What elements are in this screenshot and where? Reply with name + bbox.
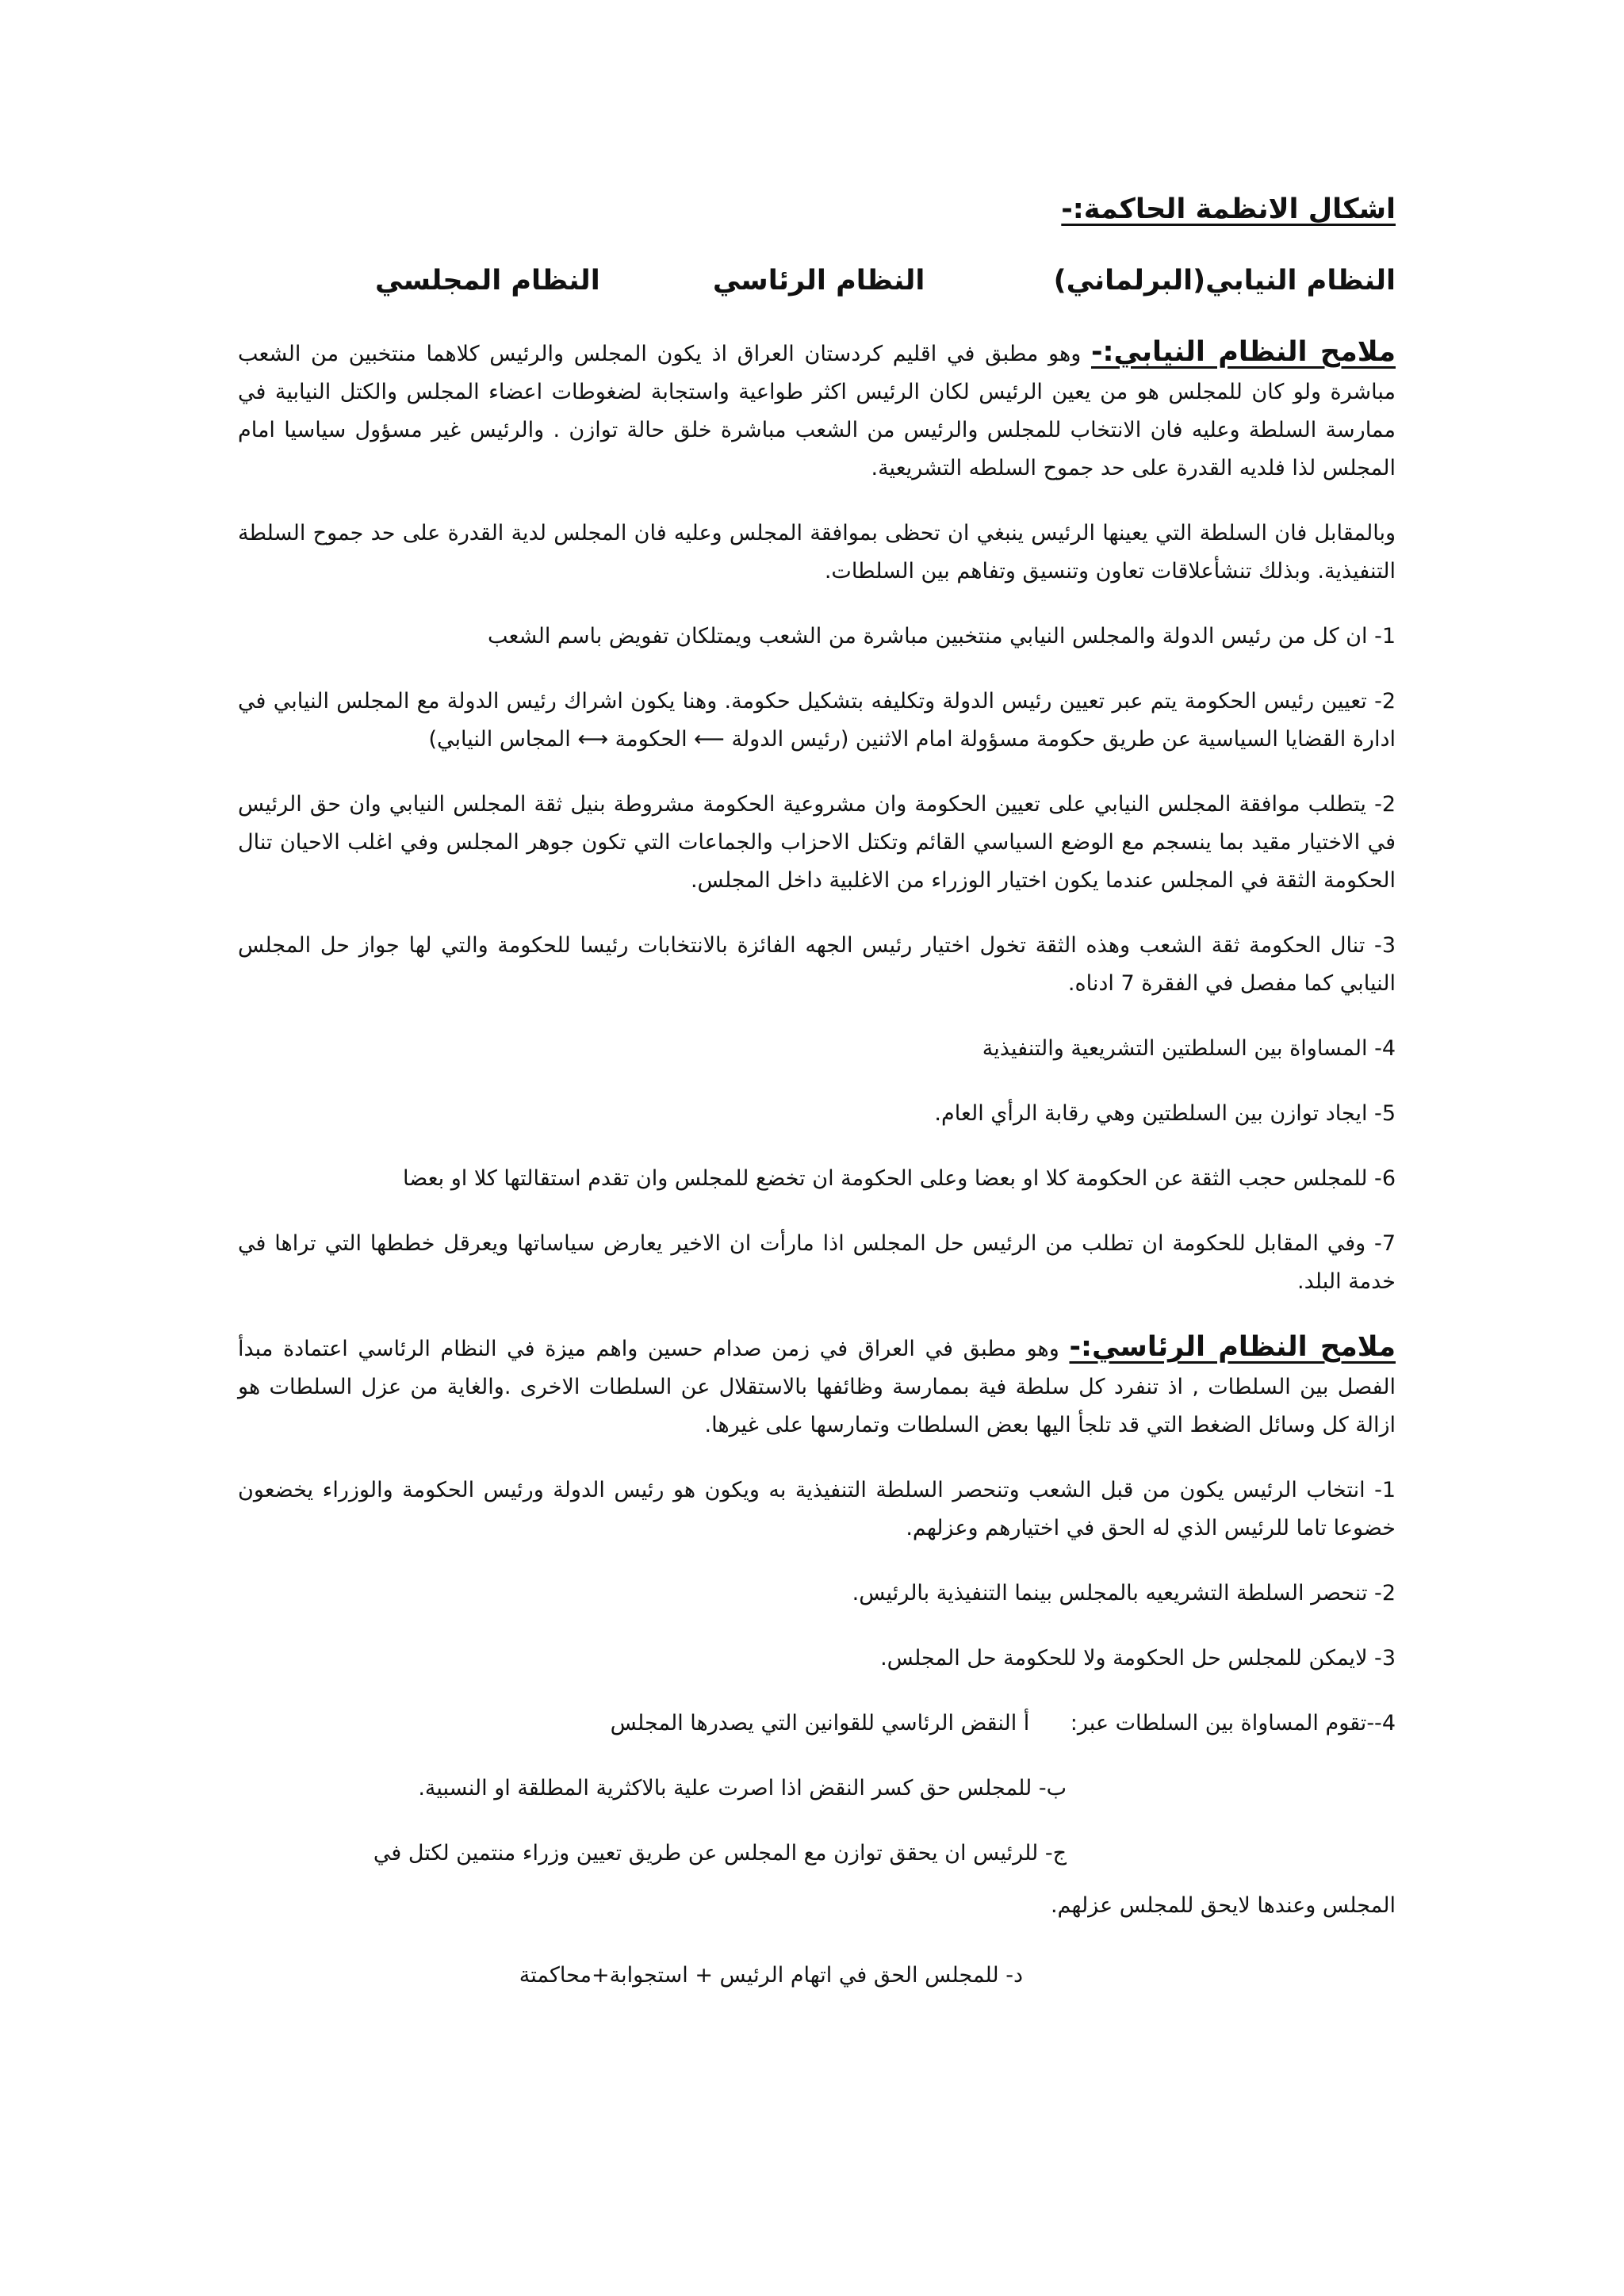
document-title: اشكال الانظمة الحاكمة:-	[1061, 193, 1396, 225]
parliamentary-item-1: 1- ان كل من رئيس الدولة والمجلس النيابي منتخبين مباشرة من الشعب ويمتلكان تفويض باسم الشعب	[487, 624, 1396, 649]
presidential-item-4	[238, 1705, 1396, 1743]
parliamentary-item-2: 2- تعيين رئيس الحكومة يتم عبر تعيين رئيس الدولة وتكليفه بتشكيل حكومة. وهنا يكون اشراك رئيس الدولة مع المجلس النيابي في ادارة القضايا السياسية عن طريق حكومة مسؤولة امام الاثنين (رئيس الدولة ⟵ الحكومة ⟷ المجاس النيابي)	[238, 689, 1396, 752]
parliamentary-item-7: 7- وفي المقابل للحكومة ان تطلب من الرئيس حل المجلس اذا مارأت ان الاخير يعارض سياساتها ويعرقل خططها التي تراها في خدمة البلد.	[238, 1231, 1396, 1294]
type-parliamentary: النظام النيابي(البرلماني)	[1053, 265, 1396, 297]
presidential-intro-paragraph	[238, 1328, 1396, 1445]
document-page	[238, 190, 1396, 2022]
type-assembly: النظام المجلسي	[375, 265, 600, 297]
presidential-item-4-d: د- للمجلس الحق في اتهام الرئيس + استجوابة+محاكمتة	[519, 1963, 1023, 1988]
parliamentary-item-2b: 2- يتطلب موافقة المجلس النيابي على تعيين الحكومة وان مشروعية الحكومة مشروطة بنيل ثقة المجلس النيابي وان حق الرئيس في الاختيار مقيد بما ينسجم مع الوضع السياسي القائم وتكتل الاحزاب والجماعات التي تكون جوهر المجلس وفي اغلب الاحيان تنال الحكومة الثقة في المجلس عندما يكون اختيار الوزراء من الاغلبية داخل المجلس.	[238, 792, 1396, 893]
system-types-row	[238, 262, 1396, 300]
parliamentary-item-4: 4- المساواة بين السلطتين التشريعية والتنفيذية	[982, 1036, 1396, 1061]
parliamentary-paragraph-2: وبالمقابل فان السلطة التي يعينها الرئيس ينبغي ان تحظى بموافقة المجلس وعليه فان المجلس لدية القدرة على حد جموح السلطة التنفيذية. وبذلك تنشأعلاقات تعاون وتنسيق وتفاهم بين السلطات.	[238, 521, 1396, 584]
parliamentary-heading: ملامح النظام النيابي:-	[1090, 336, 1396, 368]
type-presidential: النظام الرئاسي	[712, 265, 925, 297]
presidential-item-4-lead: 4--تقوم المساواة بين السلطات عبر:	[1070, 1711, 1396, 1735]
presidential-item-2: 2- تنحصر السلطة التشريعيه بالمجلس بينما التنفيذية بالرئيس.	[852, 1581, 1396, 1605]
parliamentary-intro-text: وهو مطبق في اقليم كردستان العراق اذ يكون المجلس والرئيس كلاهما منتخبين من الشعب مباشرة ولو كان للمجلس هو من يعين الرئيس لكان الرئيس اكثر طواعية واستجابة لضغوطات اعضاء المجلس والكتل النيابية في ممارسة السلطة وعليه فان الانتخاب للمجلس والرئيس من الشعب مباشرة خلق حالة توازن . والرئيس غير مسؤول سياسيا امام المجلس لذا فلديه القدرة على حد جموح السلطه التشريعية.	[238, 342, 1396, 480]
presidential-item-3: 3- لايمكن للمجلس حل الحكومة ولا للحكومة حل المجلس.	[880, 1646, 1396, 1670]
presidential-item-4-c-continued: المجلس وعندها لايحق للمجلس عزلهم.	[1050, 1893, 1396, 1918]
presidential-item-1: 1- انتخاب الرئيس يكون من قبل الشعب وتنحصر السلطة التنفيذية به ويكون هو رئيس الدولة ورئيس الحكومة والوزراء يخضعون خضوعا تاما للرئيس الذي له الحق في اختيارهم وعزلهم.	[238, 1478, 1396, 1540]
presidential-item-4-c: ج- للرئيس ان يحقق توازن مع المجلس عن طريق تعيين وزراء منتمين لكتل في	[373, 1841, 1067, 1866]
presidential-heading: ملامح النظام الرئاسي:-	[1069, 1331, 1396, 1363]
parliamentary-item-6: 6- للمجلس حجب الثقة عن الحكومة كلا او بعضا وعلى الحكومة ان تخضع للمجلس وان تقدم استقالتها كلا او بعضا	[403, 1166, 1396, 1191]
parliamentary-intro-paragraph	[238, 333, 1396, 488]
presidential-item-4-b: ب- للمجلس حق كسر النقض اذا اصرت علية بالاكثرية المطلقة او النسبية.	[418, 1776, 1067, 1800]
presidential-item-4-a: أ النقض الرئاسي للقوانين التي يصدرها المجلس	[610, 1711, 1030, 1735]
parliamentary-item-3: 3- تنال الحكومة ثقة الشعب وهذه الثقة تخول اختيار رئيس الجهه الفائزة بالانتخابات رئيسا للحكومة والتي لها جواز حل المجلس النيابي كما مفصل في الفقرة 7 ادناه.	[238, 933, 1396, 996]
parliamentary-item-5: 5- ايجاد توازن بين السلطتين وهي رقابة الرأي العام.	[934, 1101, 1396, 1126]
presidential-intro-text: وهو مطبق في العراق في زمن صدام حسين واهم ميزة في النظام الرئاسي اعتمادة مبدأ الفصل بين السلطات , اذ تنفرد كل سلطة فية بممارسة وظائفها بالاستقلال عن السلطات الاخرى .والغاية من عزل السلطات هو ازالة كل وسائل الضغط التي قد تلجأ اليها بعض السلطات وتمارسها على غيرها.	[238, 1337, 1396, 1437]
